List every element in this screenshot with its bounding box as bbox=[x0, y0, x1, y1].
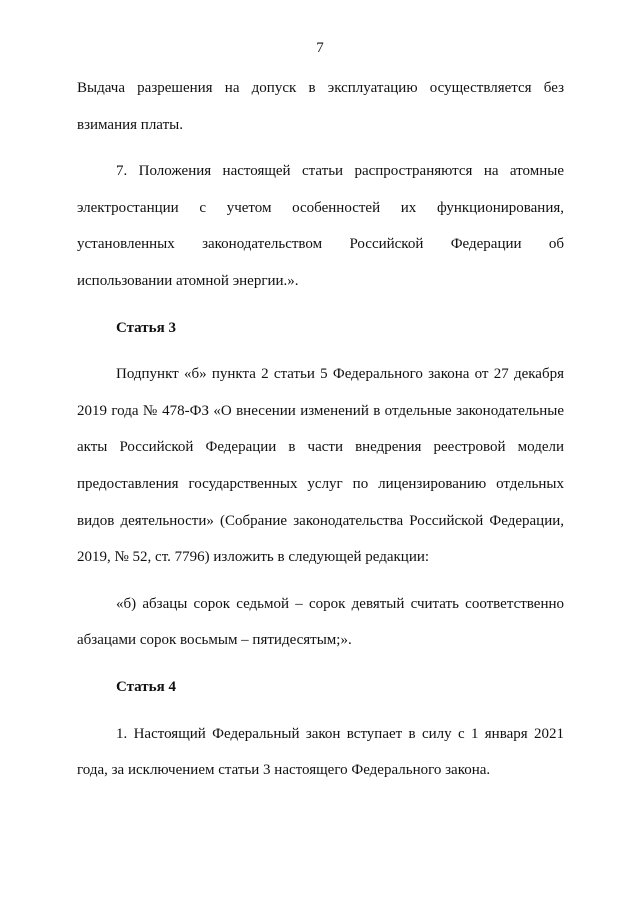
spacer bbox=[77, 346, 564, 356]
spacer bbox=[77, 576, 564, 586]
paragraph-entry-into-force: 1. Настоящий Федеральный закон вступает в силу с 1 января 2021 года, за исключением статьи 3 настоящего Федерального закона. bbox=[77, 725, 564, 779]
paragraph-amendment: Подпункт «б» пункта 2 статьи 5 Федерального закона от 27 декабря 2019 года № 478-ФЗ «О внесении изменений в отдельные законодательные акты Российской Федерации в части внедрения реестровой модели предоставления государственных услуг по лицензированию отдельных видов деятельности» (Собрание законодательства Российской Федерации, 2019, № 52, ст. 7796) изложить в следующей редакции: bbox=[77, 366, 564, 566]
spacer bbox=[77, 143, 564, 153]
paragraph-permit-fee: Выдача разрешения на допуск в эксплуатацию осуществляется без взимания платы. bbox=[77, 80, 564, 133]
paragraph-new-wording: «б) абзацы сорок седьмой – сорок девятый считать соответственно абзацами сорок восьмым – пятидесятым;». bbox=[77, 595, 564, 649]
page-number: 7 bbox=[316, 40, 324, 56]
article-3-heading: Статья 3 bbox=[116, 319, 176, 336]
spacer bbox=[77, 659, 564, 669]
article-4-heading: Статья 4 bbox=[116, 678, 176, 695]
document-body bbox=[77, 70, 564, 789]
spacer bbox=[77, 300, 564, 310]
paragraph-nuclear-plants: 7. Положения настоящей статьи распространяются на атомные электростанции с учетом особенностей их функционирования, установленных законодательством Российской Федерации об использовании атомной энергии.». bbox=[77, 163, 564, 289]
spacer bbox=[77, 706, 564, 716]
